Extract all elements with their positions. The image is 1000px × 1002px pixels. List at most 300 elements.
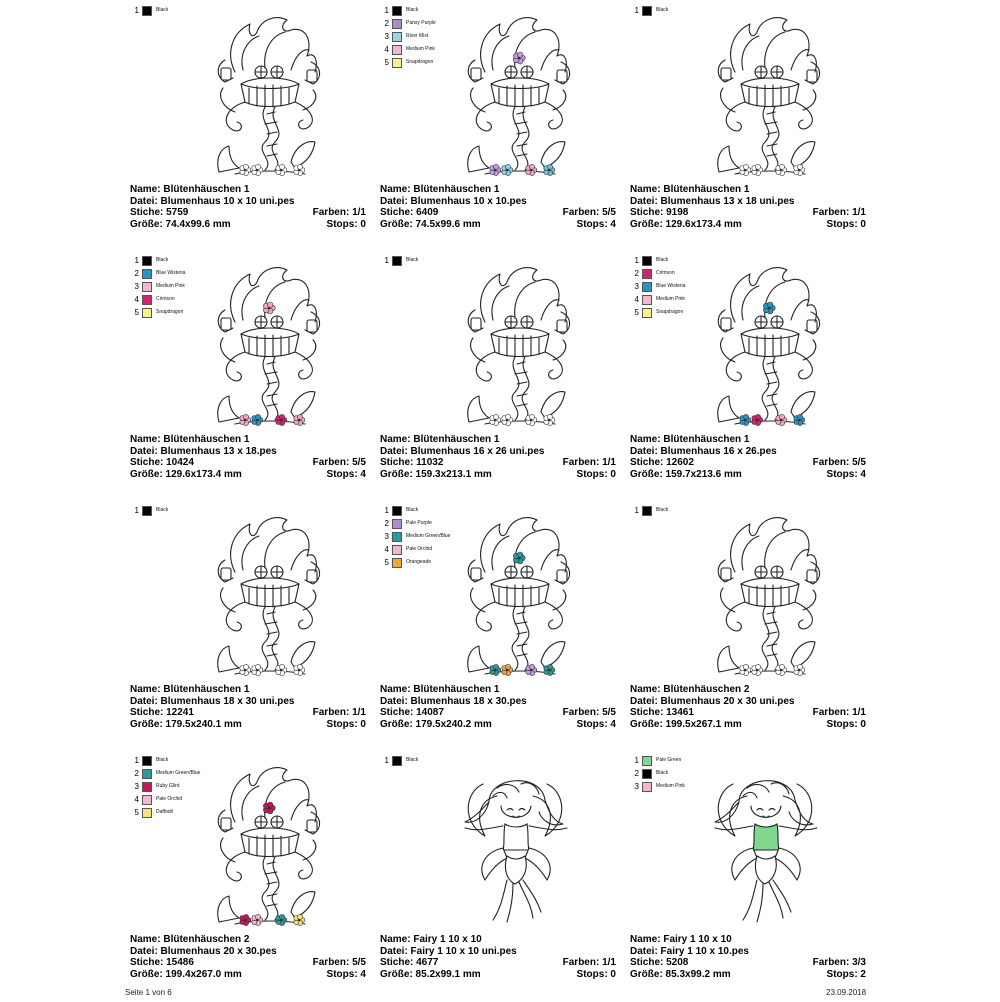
design-file: Datei: Fairy 1 10 x 10.pes [630,945,749,957]
color-count: Farben: 3/3 [812,957,866,968]
design-info [630,934,866,980]
stitch-count: Stiche: 10424 [130,457,194,468]
stop-count: Stops: 4 [326,968,366,980]
size-row [130,719,366,731]
stitch-row [630,457,866,469]
stitch-count: Stiche: 5759 [130,207,189,218]
flower-accent-icon [252,414,263,425]
thread-color-name: Orangeade [406,559,432,565]
thread-color-swatch [392,45,402,55]
thread-color-name: Medium Pink [156,283,185,289]
design-file: Datei: Blumenhaus 18 x 30.pes [380,695,527,707]
flower-accent-icon [526,164,537,175]
stitch-row [130,957,366,969]
thread-color-swatch [142,782,152,792]
flower-accent-icon [490,664,501,675]
flower-accent-icon [752,414,763,425]
thread-color-swatch [142,795,152,805]
thread-color-number: 2 [134,769,139,778]
design-card [375,502,625,752]
color-count: Farben: 1/1 [812,207,866,218]
stitch-count: Stiche: 15486 [130,957,194,968]
thread-color-number: 3 [384,532,389,541]
design-name: Name: Blütenhäuschen 1 [380,434,500,445]
flower-accent-icon [776,164,787,175]
color-count: Farben: 1/1 [312,207,366,218]
size-row [130,969,366,981]
embroidery-preview [695,12,835,182]
stitch-count: Stiche: 14087 [380,707,444,718]
color-count: Farben: 5/5 [562,207,616,218]
flower-house-artwork [195,262,335,432]
stop-count: Stops: 4 [826,468,866,480]
thread-color-name: Black [156,257,169,263]
thread-color-name: Black [156,7,169,13]
thread-color-number: 4 [384,45,389,54]
thread-color-name: Black [656,770,669,776]
design-card [125,752,375,1002]
thread-color-number: 1 [384,506,389,515]
stop-count: Stops: 0 [326,718,366,730]
thread-color-name: Black [406,757,419,763]
thread-color-number: 3 [634,282,639,291]
stitch-row [380,957,616,969]
design-size: Größe: 85.2x99.1 mm [380,968,481,980]
thread-color-swatch [392,32,402,42]
design-info [130,934,366,980]
stitch-row [630,707,866,719]
stop-count: Stops: 4 [576,718,616,730]
embroidery-preview [695,512,835,682]
thread-color-number: 1 [384,256,389,265]
design-file-row [130,946,366,958]
design-name-row [630,684,866,696]
size-row [380,469,616,481]
roof-flower-icon [263,302,275,314]
design-size: Größe: 129.6x173.4 mm [630,218,742,230]
thread-color-swatch [392,532,402,542]
stitch-count: Stiche: 12241 [130,707,194,718]
thread-color-name: Blue Wisteria [656,283,686,289]
color-count: Farben: 5/5 [562,707,616,718]
thread-color-number: 5 [634,308,639,317]
roof-flower-icon [513,52,525,64]
design-name-row [380,184,616,196]
design-file-row [380,196,616,208]
design-size: Größe: 85.3x99.2 mm [630,968,731,980]
thread-color-number: 3 [384,32,389,41]
design-file: Datei: Fairy 1 10 x 10 uni.pes [380,945,517,957]
thread-color-name: Black [156,757,169,763]
stitch-row [380,457,616,469]
thread-color-name: Pale Green [656,757,682,763]
design-card [625,752,875,1002]
stitch-row [130,457,366,469]
embroidery-preview [195,512,335,682]
flower-accent-icon [240,164,251,175]
roof-flower-icon [763,302,775,314]
thread-color-number: 1 [634,506,639,515]
flower-house-artwork [195,512,335,682]
design-info [130,184,366,230]
stitch-row [130,207,366,219]
design-name: Name: Fairy 1 10 x 10 [630,934,732,945]
design-name: Name: Blütenhäuschen 1 [380,684,500,695]
design-name-row [130,184,366,196]
design-file-row [630,946,866,958]
thread-color-swatch [142,756,152,766]
design-card [375,252,625,502]
thread-color-name: Blue Wisteria [156,270,186,276]
thread-color-swatch [642,6,652,16]
design-size: Größe: 74.5x99.6 mm [380,218,481,230]
thread-color-name: Medium Green/Blue [156,770,201,776]
flower-accent-icon [752,164,763,175]
thread-color-swatch [142,308,152,318]
thread-color-number: 1 [134,256,139,265]
thread-color-swatch [142,769,152,779]
flower-accent-icon [276,164,287,175]
fairy-artwork [695,762,835,932]
thread-color-number: 2 [384,19,389,28]
flower-accent-icon [776,664,787,675]
color-count: Farben: 1/1 [812,707,866,718]
design-file: Datei: Blumenhaus 16 x 26 uni.pes [380,445,545,457]
thread-color-number: 1 [634,6,639,15]
stitch-count: Stiche: 11032 [380,457,444,468]
flower-house-artwork [695,262,835,432]
design-name: Name: Blütenhäuschen 1 [130,434,250,445]
thread-color-number: 1 [134,506,139,515]
flower-accent-icon [502,414,513,425]
design-size: Größe: 199.4x267.0 mm [130,968,242,980]
stop-count: Stops: 0 [826,718,866,730]
flower-accent-icon [526,414,537,425]
design-card [625,2,875,252]
design-file: Datei: Blumenhaus 16 x 26.pes [630,445,777,457]
thread-color-swatch [392,506,402,516]
design-name: Name: Fairy 1 10 x 10 [380,934,482,945]
roof-flower-icon [263,802,275,814]
thread-color-name: Medium Green/Blue [406,533,451,539]
design-name: Name: Blütenhäuschen 2 [630,684,750,695]
embroidery-preview [445,762,585,932]
flower-accent-icon [752,664,763,675]
design-card [375,752,625,1002]
flower-accent-icon [276,914,287,925]
embroidery-preview [695,262,835,432]
thread-color-swatch [392,545,402,555]
thread-color-number: 2 [634,769,639,778]
embroidery-preview [445,262,585,432]
design-file-row [130,696,366,708]
thread-color-swatch [142,282,152,292]
stop-count: Stops: 0 [576,968,616,980]
thread-color-name: Crimson [156,296,175,302]
stop-count: Stops: 2 [826,968,866,980]
design-name-row [130,434,366,446]
flower-accent-icon [776,414,787,425]
design-name: Name: Blütenhäuschen 1 [380,184,500,195]
thread-color-name: Black [156,507,169,513]
thread-color-swatch [642,769,652,779]
thread-color-swatch [642,506,652,516]
thread-color-swatch [142,256,152,266]
size-row [630,219,866,231]
flower-accent-icon [740,164,751,175]
size-row [380,719,616,731]
thread-color-name: Black [656,507,669,513]
design-name-row [130,684,366,696]
thread-color-swatch [142,6,152,16]
stop-count: Stops: 0 [576,468,616,480]
thread-color-swatch [642,282,652,292]
design-name: Name: Blütenhäuschen 1 [130,684,250,695]
design-card [125,2,375,252]
thread-color-name: Snapdragon [656,309,684,315]
thread-color-name: Pale Orchid [156,796,183,802]
thread-color-swatch [392,519,402,529]
design-size: Größe: 159.3x213.1 mm [380,468,492,480]
thread-color-swatch [392,756,402,766]
thread-color-number: 3 [134,782,139,791]
thread-color-name: Snapdragon [156,309,184,315]
embroidery-preview [445,12,585,182]
flower-accent-icon [240,914,251,925]
flower-accent-icon [240,664,251,675]
stop-count: Stops: 0 [326,218,366,230]
design-info [630,184,866,230]
design-name-row [130,934,366,946]
flower-house-artwork [445,262,585,432]
design-card [625,502,875,752]
thread-color-name: Black [406,7,419,13]
flower-house-artwork [195,12,335,182]
design-file-row [630,446,866,458]
thread-color-name: Daffodil [156,809,173,815]
color-count: Farben: 1/1 [562,457,616,468]
size-row [630,469,866,481]
design-info [380,184,616,230]
design-name: Name: Blütenhäuschen 2 [130,934,250,945]
thread-color-swatch [642,308,652,318]
stitch-count: Stiche: 4677 [380,957,439,968]
flower-accent-icon [252,914,263,925]
thread-color-swatch [392,256,402,266]
page-number: Seite 1 von 6 [125,988,172,997]
thread-color-swatch [642,295,652,305]
size-row [380,219,616,231]
design-file-row [380,446,616,458]
flower-accent-icon [252,664,263,675]
stitch-row [630,957,866,969]
thread-color-swatch [142,295,152,305]
flower-accent-icon [240,414,251,425]
design-card [375,2,625,252]
design-file-row [130,196,366,208]
thread-color-number: 2 [384,519,389,528]
design-file-row [130,446,366,458]
stitch-row [630,207,866,219]
color-count: Farben: 1/1 [562,957,616,968]
flower-house-artwork [445,512,585,682]
design-name: Name: Blütenhäuschen 1 [630,434,750,445]
thread-color-name: Black [406,257,419,263]
thread-color-number: 1 [134,756,139,765]
thread-color-name: Medium Pink [656,296,685,302]
thread-color-number: 4 [634,295,639,304]
design-name-row [380,434,616,446]
design-file-row [630,696,866,708]
design-card [125,502,375,752]
design-file: Datei: Blumenhaus 20 x 30.pes [130,945,277,957]
thread-color-swatch [392,19,402,29]
design-name: Name: Blütenhäuschen 1 [630,184,750,195]
stop-count: Stops: 4 [576,218,616,230]
thread-color-number: 3 [634,782,639,791]
design-file: Datei: Blumenhaus 10 x 10 uni.pes [130,195,295,207]
stop-count: Stops: 4 [326,468,366,480]
thread-color-name: River Mist [406,33,429,39]
design-size: Größe: 74.4x99.6 mm [130,218,231,230]
flower-accent-icon [490,164,501,175]
flower-accent-icon [526,664,537,675]
flower-accent-icon [502,164,513,175]
stitch-count: Stiche: 9198 [630,207,689,218]
design-card [125,252,375,502]
design-size: Größe: 179.5x240.1 mm [130,718,242,730]
embroidery-preview [695,762,835,932]
size-row [380,969,616,981]
thread-color-number: 2 [634,269,639,278]
color-count: Farben: 5/5 [312,457,366,468]
stitch-count: Stiche: 13461 [630,707,694,718]
design-name-row [630,184,866,196]
stitch-count: Stiche: 6409 [380,207,439,218]
embroidery-preview [195,262,335,432]
design-info [380,934,616,980]
thread-color-swatch [642,256,652,266]
thread-color-number: 3 [134,282,139,291]
thread-color-name: Snapdragon [406,59,434,65]
thread-color-number: 5 [134,808,139,817]
color-count: Farben: 5/5 [312,957,366,968]
flower-house-artwork [695,12,835,182]
thread-color-name: Crimson [656,270,675,276]
thread-color-name: Black [406,507,419,513]
thread-color-number: 5 [134,308,139,317]
flower-accent-icon [490,414,501,425]
design-name-row [380,934,616,946]
thread-color-swatch [392,558,402,568]
thread-color-swatch [142,506,152,516]
design-card [625,252,875,502]
thread-color-name: Ruby Glint [156,783,180,789]
embroidery-preview [195,12,335,182]
thread-color-number: 4 [384,545,389,554]
flower-accent-icon [276,414,287,425]
thread-color-swatch [642,269,652,279]
stitch-row [380,707,616,719]
design-file-row [630,196,866,208]
stitch-count: Stiche: 12602 [630,457,694,468]
color-count: Farben: 1/1 [312,707,366,718]
design-name: Name: Blütenhäuschen 1 [130,184,250,195]
design-info [380,434,616,480]
flower-accent-icon [502,664,513,675]
size-row [130,469,366,481]
design-file-row [380,946,616,958]
flower-accent-icon [740,414,751,425]
thread-color-number: 1 [384,756,389,765]
size-row [630,969,866,981]
thread-color-number: 2 [134,269,139,278]
flower-accent-icon [740,664,751,675]
thread-color-name: Pale Purple [406,520,432,526]
thread-color-name: Black [656,7,669,13]
thread-color-swatch [142,269,152,279]
thread-color-swatch [642,782,652,792]
design-name-row [380,684,616,696]
design-size: Größe: 129.6x173.4 mm [130,468,242,480]
thread-color-swatch [392,6,402,16]
design-info [130,684,366,730]
design-file: Datei: Blumenhaus 13 x 18 uni.pes [630,195,795,207]
thread-color-number: 5 [384,558,389,567]
design-size: Größe: 159.7x213.6 mm [630,468,742,480]
thread-color-name: Pale Orchid [406,546,433,552]
size-row [630,719,866,731]
thread-color-name: Pansy Purple [406,20,436,26]
thread-color-name: Medium Pink [406,46,435,52]
thread-color-number: 1 [134,6,139,15]
thread-color-number: 1 [384,6,389,15]
design-info [380,684,616,730]
color-count: Farben: 5/5 [812,457,866,468]
design-info [630,684,866,730]
thread-color-number: 4 [134,795,139,804]
design-name-row [630,934,866,946]
design-file: Datei: Blumenhaus 18 x 30 uni.pes [130,695,295,707]
thread-color-number: 1 [634,756,639,765]
roof-flower-icon [513,552,525,564]
size-row [130,219,366,231]
design-size: Größe: 179.5x240.2 mm [380,718,492,730]
design-file: Datei: Blumenhaus 20 x 30 uni.pes [630,695,795,707]
flower-house-artwork [195,762,335,932]
stitch-row [130,707,366,719]
print-date: 23.09.2018 [826,988,867,997]
stop-count: Stops: 0 [826,218,866,230]
stitch-count: Stiche: 5208 [630,957,689,968]
stitch-row [380,207,616,219]
design-size: Größe: 199.5x267.1 mm [630,718,742,730]
flower-accent-icon [276,664,287,675]
thread-color-name: Black [656,257,669,263]
flower-accent-icon [252,164,263,175]
design-name-row [630,434,866,446]
design-file: Datei: Blumenhaus 13 x 18.pes [130,445,277,457]
thread-color-number: 1 [634,256,639,265]
embroidery-preview [445,512,585,682]
thread-color-swatch [642,756,652,766]
fairy-artwork [445,762,585,932]
thread-color-number: 5 [384,58,389,67]
flower-house-artwork [695,512,835,682]
thread-color-number: 4 [134,295,139,304]
design-info [130,434,366,480]
thread-color-swatch [142,808,152,818]
